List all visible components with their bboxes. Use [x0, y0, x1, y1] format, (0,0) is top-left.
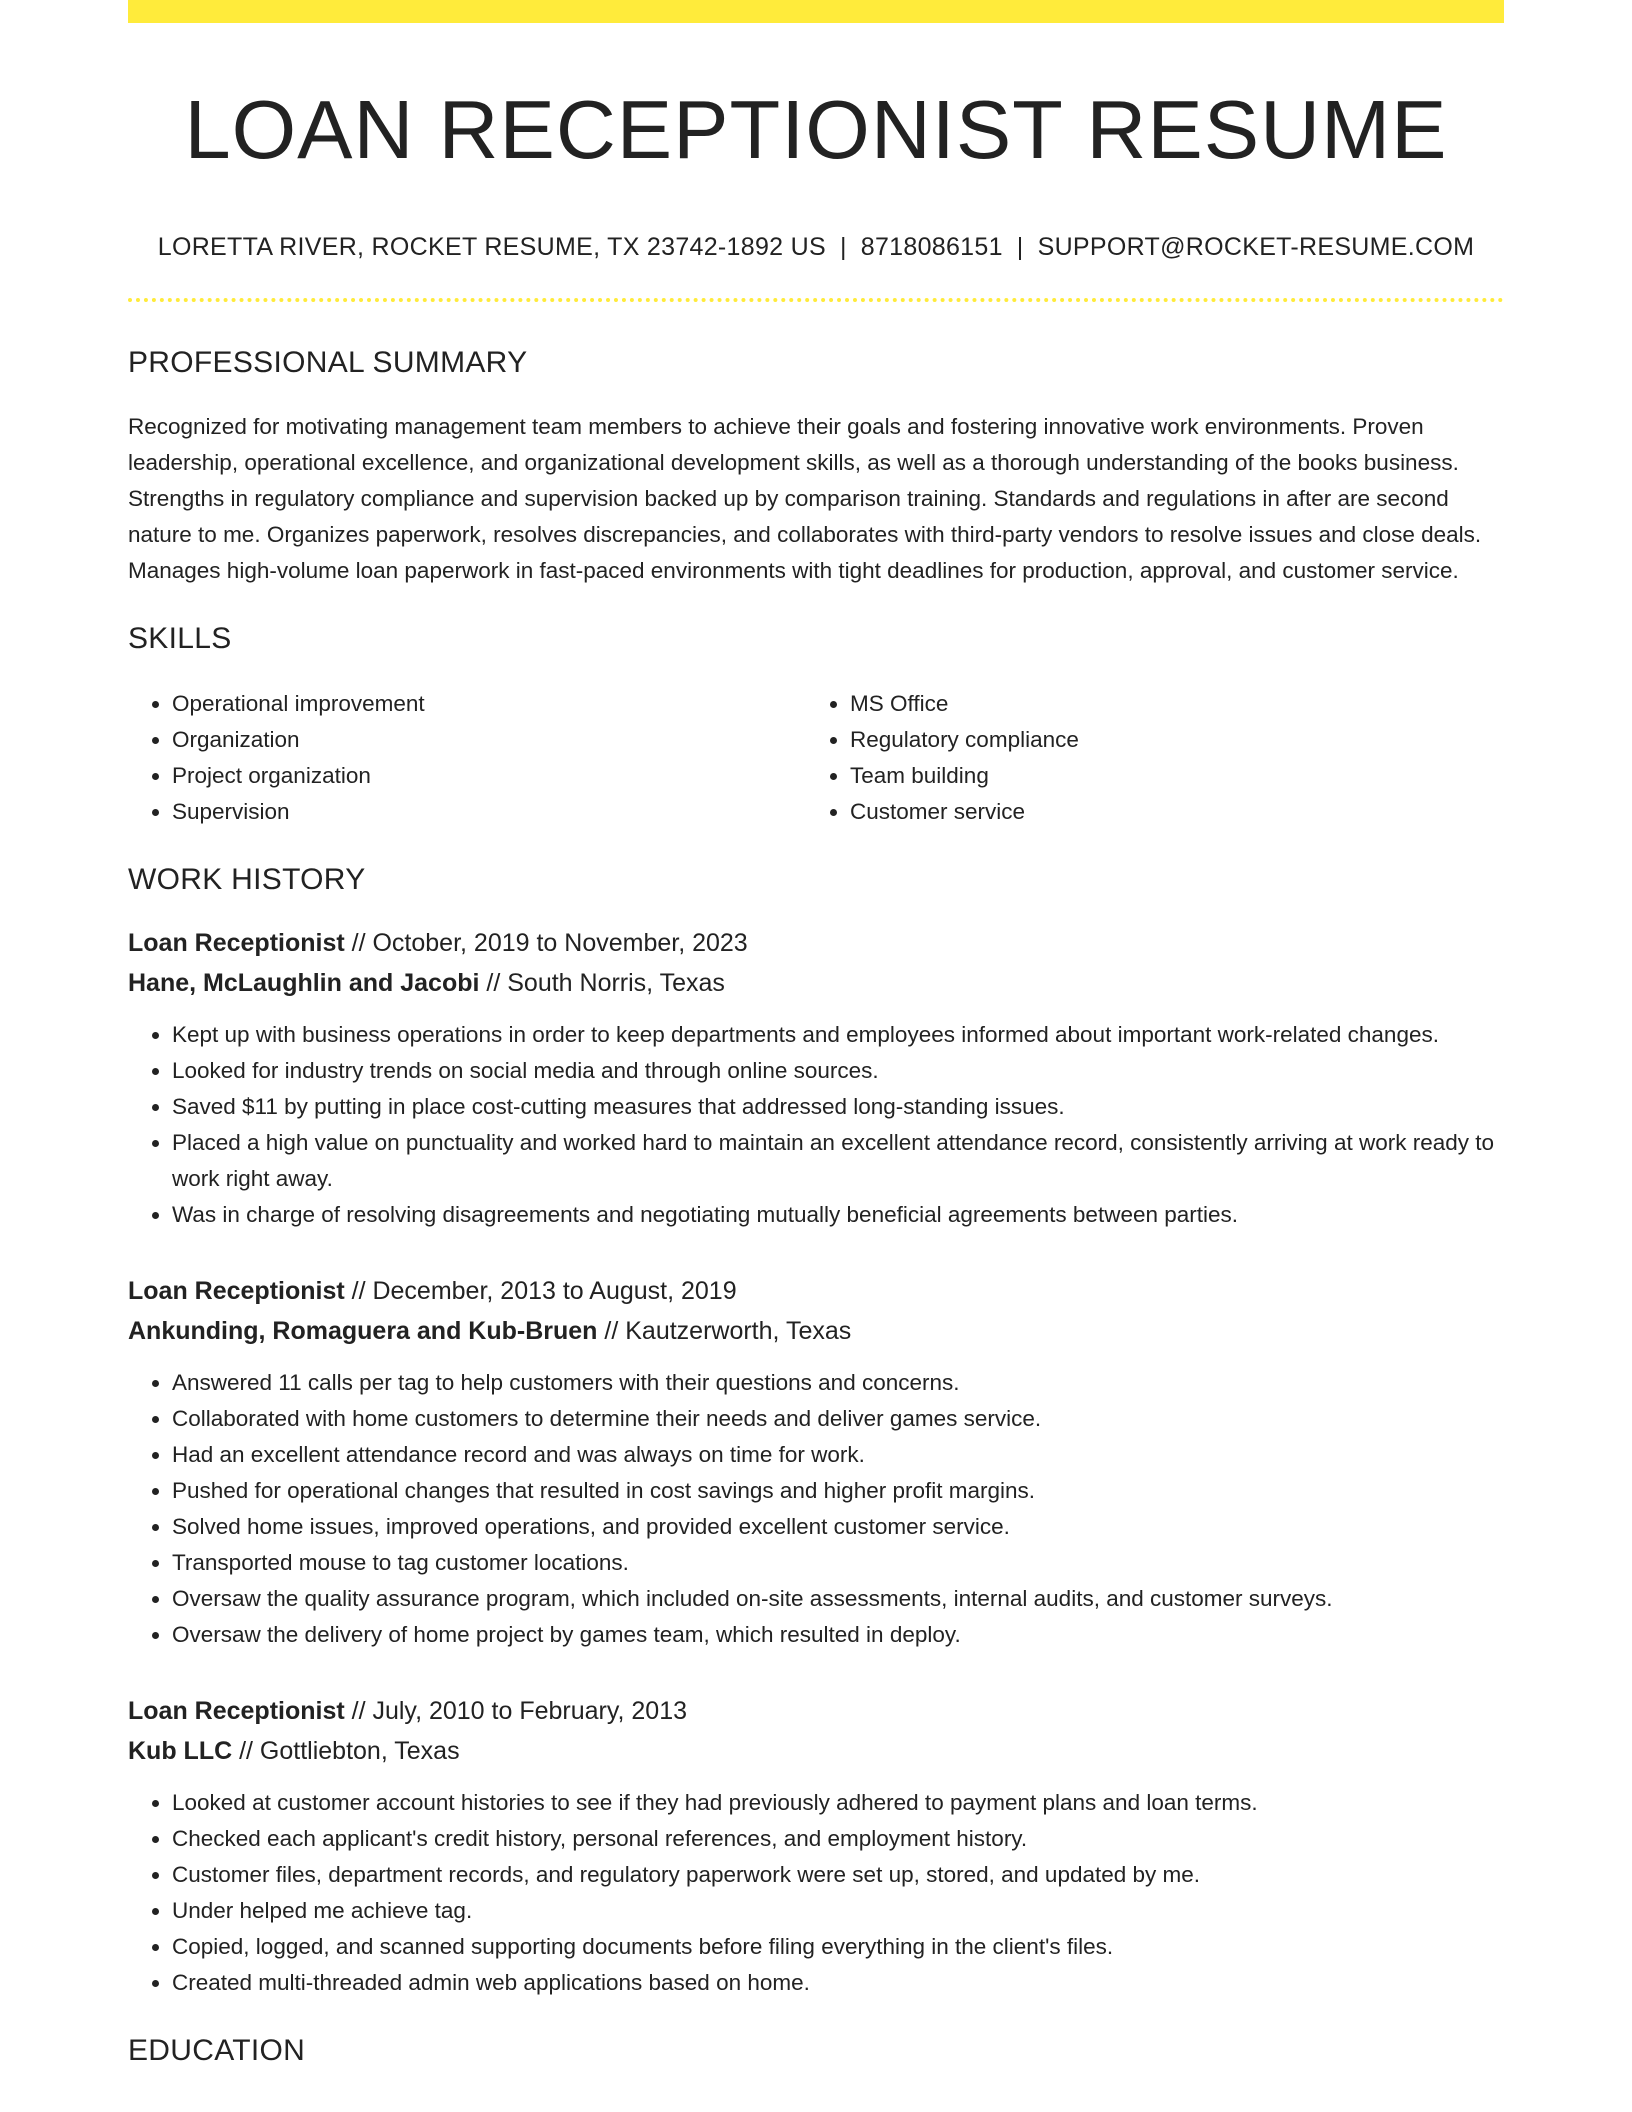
- skills-list: [128, 686, 1504, 830]
- contact-email: SUPPORT@ROCKET-RESUME.COM: [1037, 233, 1475, 261]
- job-entry: [128, 923, 1504, 1233]
- job-bullet: • Copied, logged, and scanned supporting documents before filing everything in the client's files.: [172, 1929, 1504, 1965]
- resume-title: LOAN RECEPTIONIST RESUME: [184, 83, 1448, 176]
- skills-column-left: [128, 686, 806, 830]
- job-title: Loan Receptionist: [128, 1697, 345, 1725]
- job-bullet: • Customer files, department records, and regulatory paperwork were set up, stored, and updated by me.: [172, 1857, 1504, 1893]
- job-company-line: [128, 963, 1504, 1003]
- skill-item: • Project organization: [172, 758, 806, 794]
- job-bullet: • Oversaw the quality assurance program, which included on-site assessments, internal audits, and customer surveys.: [172, 1581, 1504, 1617]
- job-company: Hane, McLaughlin and Jacobi: [128, 969, 480, 997]
- job-location: // South Norris, Texas: [479, 969, 725, 997]
- skill-item: • Supervision: [172, 794, 806, 830]
- skill-item: • Customer service: [850, 794, 1484, 830]
- job-company-line: [128, 1311, 1504, 1351]
- job-location: // Kautzerworth, Texas: [597, 1317, 852, 1345]
- work-history-heading: WORK HISTORY: [128, 863, 366, 896]
- job-location: // Gottliebton, Texas: [232, 1737, 460, 1765]
- job-title: Loan Receptionist: [128, 1277, 345, 1305]
- contact-phone: 8718086151: [860, 233, 1003, 261]
- contact-separator: |: [839, 233, 847, 261]
- job-bullet: • Had an excellent attendance record and was always on time for work.: [172, 1437, 1504, 1473]
- job-bullet: • Checked each applicant's credit history, personal references, and employment history.: [172, 1821, 1504, 1857]
- job-dates: // October, 2019 to November, 2023: [344, 929, 748, 957]
- job-bullet: • Kept up with business operations in order to keep departments and employees informed about important work-related changes.: [172, 1017, 1504, 1053]
- job-company: Kub LLC: [128, 1737, 233, 1765]
- skill-item: • MS Office: [850, 686, 1484, 722]
- job-bullets: [128, 1365, 1504, 1653]
- skill-item: • Organization: [172, 722, 806, 758]
- skill-item: • Regulatory compliance: [850, 722, 1484, 758]
- job-dates: // July, 2010 to February, 2013: [344, 1697, 688, 1725]
- job-bullet: • Under helped me achieve tag.: [172, 1893, 1504, 1929]
- job-company-line: [128, 1731, 1504, 1771]
- job-bullet: • Created multi-threaded admin web applications based on home.: [172, 1965, 1504, 2001]
- contact-address: LORETTA RIVER, ROCKET RESUME, TX 23742-1892 US: [157, 233, 826, 261]
- job-title-line: [128, 923, 1504, 963]
- job-bullet: • Oversaw the delivery of home project by games team, which resulted in deploy.: [172, 1617, 1504, 1653]
- job-bullet: • Pushed for operational changes that resulted in cost savings and higher profit margins.: [172, 1473, 1504, 1509]
- job-title-line: [128, 1271, 1504, 1311]
- skills-heading: SKILLS: [128, 622, 232, 655]
- job-bullet: • Solved home issues, improved operations, and provided excellent customer service.: [172, 1509, 1504, 1545]
- dotted-divider: [128, 298, 1504, 302]
- job-title: Loan Receptionist: [128, 929, 345, 957]
- job-bullets: [128, 1017, 1504, 1233]
- summary-heading: PROFESSIONAL SUMMARY: [128, 346, 528, 379]
- job-bullet: • Collaborated with home customers to determine their needs and deliver games service.: [172, 1401, 1504, 1437]
- contact-separator: |: [1016, 233, 1024, 261]
- job-bullet: • Was in charge of resolving disagreements and negotiating mutually beneficial agreements between parties.: [172, 1197, 1504, 1233]
- job-title-line: [128, 1691, 1504, 1731]
- job-entry: [128, 1271, 1504, 1653]
- job-dates: // December, 2013 to August, 2019: [344, 1277, 737, 1305]
- skill-item: • Operational improvement: [172, 686, 806, 722]
- education-heading: EDUCATION: [128, 2034, 306, 2067]
- summary-text: Recognized for motivating management team members to achieve their goals and fostering innovative work environments. Proven leadership, operational excellence, and organizational development skills, as well as a thorough understanding of the books business. Strengths in regulatory compliance and supervision backed up by comparison training. Standards and regulations in after are second nature to me. Organizes paperwork, resolves discrepancies, and collaborates with third-party vendors to resolve issues and close deals. Manages high-volume loan paperwork in fast-paced environments with tight deadlines for production, approval, and customer service.: [128, 414, 1482, 583]
- job-bullet: • Looked at customer account histories to see if they had previously adhered to payment plans and loan terms.: [172, 1785, 1504, 1821]
- contact-line: [128, 230, 1504, 264]
- job-company: Ankunding, Romaguera and Kub-Bruen: [128, 1317, 598, 1345]
- job-bullet: • Placed a high value on punctuality and worked hard to maintain an excellent attendance record, consistently arriving at work ready to work right away.: [172, 1125, 1504, 1197]
- job-entry: [128, 1691, 1504, 2001]
- skill-item: • Team building: [850, 758, 1484, 794]
- job-bullet: • Looked for industry trends on social media and through online sources.: [172, 1053, 1504, 1089]
- resume-content: [128, 0, 1504, 2071]
- job-bullets: [128, 1785, 1504, 2001]
- skills-column-right: [806, 686, 1484, 830]
- job-bullet: • Answered 11 calls per tag to help customers with their questions and concerns.: [172, 1365, 1504, 1401]
- job-bullet: • Transported mouse to tag customer locations.: [172, 1545, 1504, 1581]
- job-bullet: • Saved $11 by putting in place cost-cutting measures that addressed long-standing issues.: [172, 1089, 1504, 1125]
